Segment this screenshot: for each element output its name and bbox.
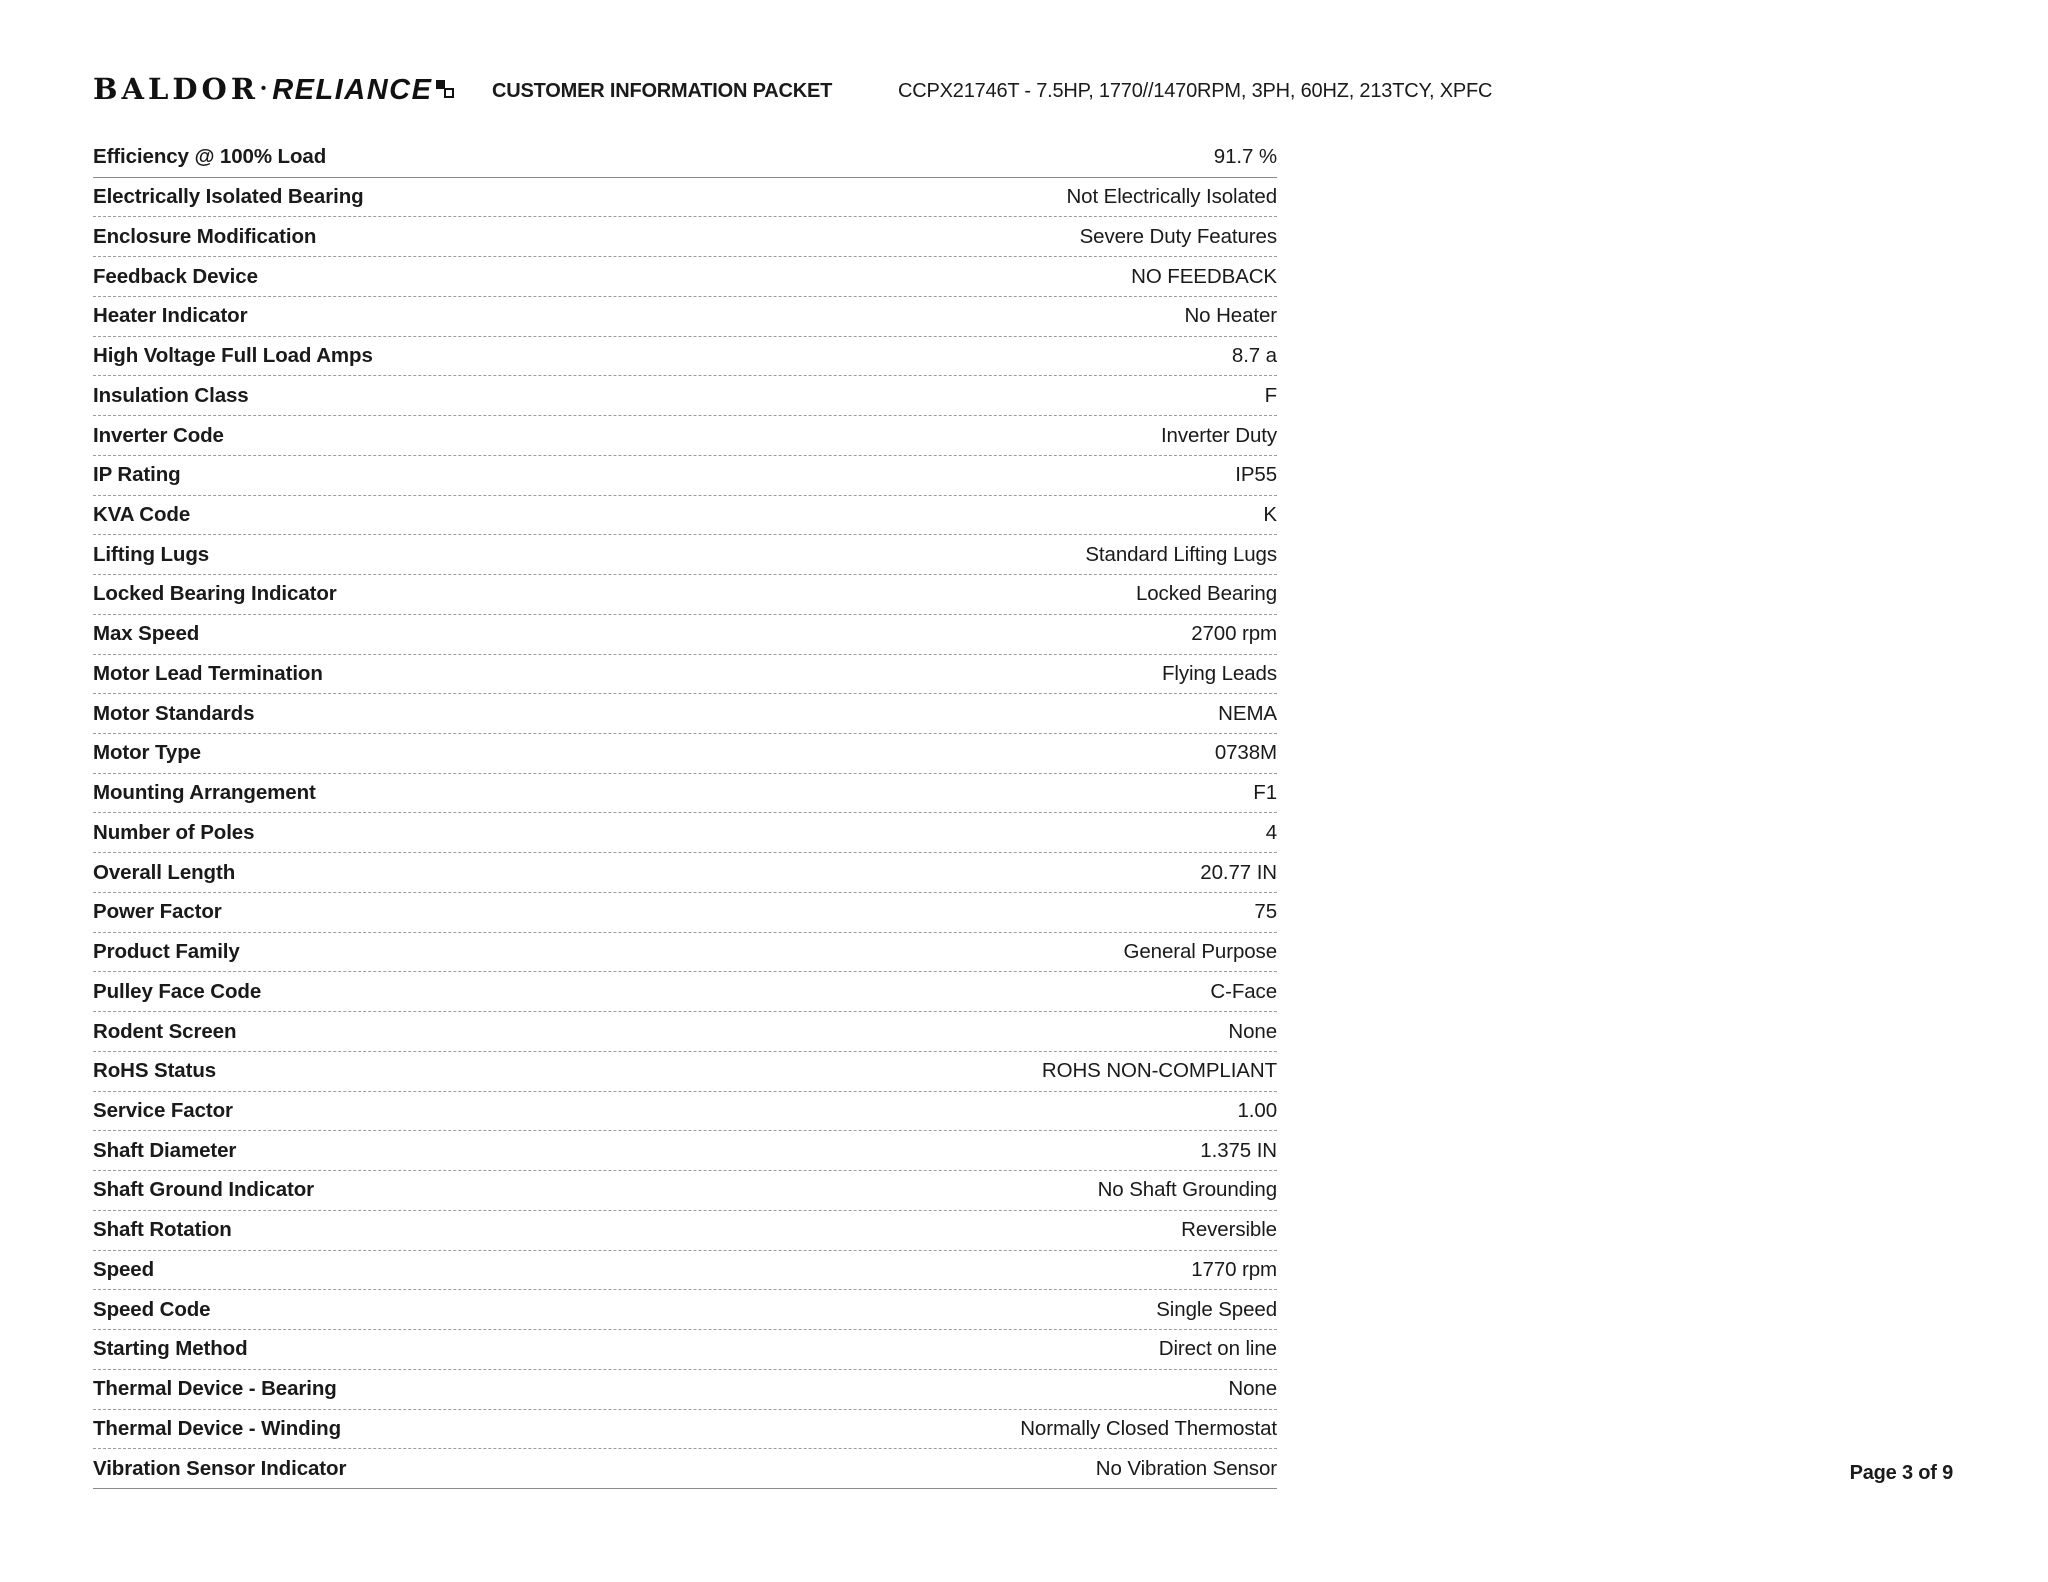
spec-label: Speed — [93, 1257, 155, 1281]
spec-value: 4 — [1265, 820, 1277, 844]
spec-value: Not Electrically Isolated — [1066, 185, 1277, 209]
spec-row — [93, 376, 1277, 416]
spec-value: 8.7 a — [1231, 344, 1277, 368]
spec-label: High Voltage Full Load Amps — [93, 344, 373, 368]
spec-value: NEMA — [1218, 701, 1277, 725]
spec-table — [93, 138, 1277, 1489]
spec-label: Power Factor — [93, 900, 222, 924]
spec-row — [93, 257, 1277, 297]
spec-row — [93, 456, 1277, 496]
spec-label: Heater Indicator — [93, 304, 248, 328]
spec-value: Standard Lifting Lugs — [1085, 542, 1277, 566]
spec-row — [93, 813, 1277, 853]
spec-value: F1 — [1253, 781, 1277, 805]
spec-label: Motor Lead Termination — [93, 661, 323, 685]
spec-row — [93, 1052, 1277, 1092]
spec-row — [93, 1251, 1277, 1291]
spec-label: Max Speed — [93, 622, 200, 646]
baldor-mark-icon — [436, 77, 453, 101]
spec-row — [93, 972, 1277, 1012]
spec-row — [93, 734, 1277, 774]
spec-label: Pulley Face Code — [93, 979, 262, 1003]
spec-label: Shaft Diameter — [93, 1138, 237, 1162]
spec-value: General Purpose — [1123, 940, 1277, 964]
spec-row — [93, 416, 1277, 456]
spec-value: 2700 rpm — [1191, 622, 1277, 646]
spec-value: None — [1228, 1019, 1277, 1043]
spec-row — [93, 615, 1277, 655]
spec-value: ROHS NON-COMPLIANT — [1041, 1059, 1277, 1083]
spec-value: 1770 rpm — [1191, 1257, 1277, 1281]
spec-row — [93, 138, 1277, 178]
spec-row — [93, 1449, 1277, 1489]
spec-row — [93, 1092, 1277, 1132]
spec-label: Starting Method — [93, 1337, 248, 1361]
spec-value: 91.7 % — [1213, 145, 1277, 169]
spec-value: Inverter Duty — [1160, 423, 1277, 447]
spec-label: Overall Length — [93, 860, 236, 884]
spec-label: Motor Type — [93, 741, 201, 765]
spec-value: 0738M — [1214, 741, 1277, 765]
spec-value: K — [1263, 502, 1277, 526]
spec-label: Speed Code — [93, 1297, 211, 1321]
spec-label: Shaft Rotation — [93, 1218, 232, 1242]
spec-row — [93, 178, 1277, 218]
spec-row — [93, 575, 1277, 615]
spec-value: No Shaft Grounding — [1097, 1178, 1277, 1202]
spec-value: 20.77 IN — [1200, 860, 1277, 884]
spec-label: Motor Standards — [93, 701, 255, 725]
spec-row — [93, 1211, 1277, 1251]
spec-row — [93, 297, 1277, 337]
spec-value: Normally Closed Thermostat — [1020, 1416, 1277, 1440]
spec-row — [93, 1171, 1277, 1211]
spec-value: Locked Bearing — [1135, 582, 1277, 606]
product-spec-line: CCPX21746T - 7.5HP, 1770//1470RPM, 3PH, 60HZ, 213TCY, XPFC — [898, 80, 1493, 102]
spec-label: Product Family — [93, 940, 240, 964]
spec-label: Lifting Lugs — [93, 542, 210, 566]
spec-label: Efficiency @ 100% Load — [93, 145, 327, 169]
baldor-reliance-logo — [93, 72, 453, 107]
spec-label: Rodent Screen — [93, 1019, 237, 1043]
spec-row — [93, 1290, 1277, 1330]
spec-value: No Heater — [1184, 304, 1277, 328]
spec-row — [93, 217, 1277, 257]
spec-value: Reversible — [1181, 1218, 1277, 1242]
spec-value: Flying Leads — [1161, 661, 1277, 685]
spec-row — [93, 1330, 1277, 1370]
spec-label: Thermal Device - Winding — [93, 1416, 342, 1440]
spec-row — [93, 933, 1277, 973]
spec-label: Service Factor — [93, 1098, 233, 1122]
spec-value: 1.00 — [1237, 1098, 1277, 1122]
spec-value: Severe Duty Features — [1079, 224, 1277, 248]
spec-row — [93, 774, 1277, 814]
spec-label: Feedback Device — [93, 264, 258, 288]
spec-row — [93, 893, 1277, 933]
spec-row — [93, 1370, 1277, 1410]
spec-row — [93, 1012, 1277, 1052]
spec-label: Thermal Device - Bearing — [93, 1377, 337, 1401]
spec-value: C-Face — [1210, 979, 1277, 1003]
spec-label: Inverter Code — [93, 423, 224, 447]
spec-label: Electrically Isolated Bearing — [93, 185, 364, 209]
spec-value: Single Speed — [1156, 1297, 1277, 1321]
page-number: Page 3 of 9 — [1849, 1462, 1953, 1484]
spec-label: Vibration Sensor Indicator — [93, 1456, 347, 1480]
spec-row — [93, 853, 1277, 893]
spec-row — [93, 337, 1277, 377]
spec-value: 1.375 IN — [1200, 1138, 1277, 1162]
spec-value: F — [1264, 383, 1277, 407]
packet-title: CUSTOMER INFORMATION PACKET — [492, 80, 833, 102]
spec-label: RoHS Status — [93, 1059, 217, 1083]
logo-reliance-text: RELIANCE — [272, 74, 433, 106]
spec-label: Number of Poles — [93, 820, 255, 844]
spec-label: IP Rating — [93, 463, 181, 487]
spec-value: 75 — [1254, 900, 1277, 924]
spec-value: Direct on line — [1158, 1337, 1277, 1361]
spec-label: KVA Code — [93, 502, 191, 526]
spec-label: Mounting Arrangement — [93, 781, 316, 805]
spec-row — [93, 655, 1277, 695]
spec-label: Locked Bearing Indicator — [93, 582, 337, 606]
spec-row — [93, 1410, 1277, 1450]
spec-row — [93, 496, 1277, 536]
spec-row — [93, 1131, 1277, 1171]
logo-dot-separator: • — [260, 80, 267, 97]
spec-row — [93, 535, 1277, 575]
spec-row — [93, 694, 1277, 734]
spec-label: Shaft Ground Indicator — [93, 1178, 315, 1202]
spec-label: Enclosure Modification — [93, 224, 317, 248]
spec-value: NO FEEDBACK — [1131, 264, 1277, 288]
spec-value: IP55 — [1235, 463, 1277, 487]
logo-baldor-text: BALDOR — [93, 72, 259, 106]
spec-label: Insulation Class — [93, 383, 249, 407]
spec-value: None — [1228, 1377, 1277, 1401]
spec-value: No Vibration Sensor — [1095, 1456, 1277, 1480]
